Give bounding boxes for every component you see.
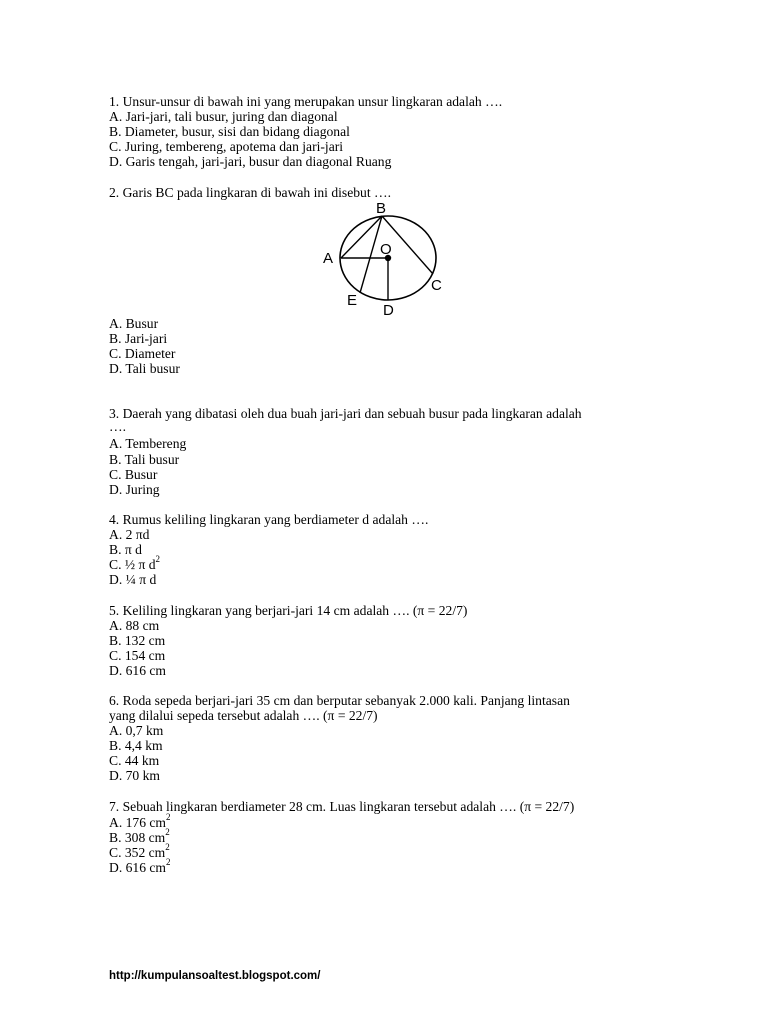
question-7-option-d bbox=[109, 857, 171, 875]
question-3-stem: 3. Daerah yang dibatasi oleh dua buah jari-jari dan sebuah busur pada lingkaran adalah bbox=[109, 406, 582, 421]
question-2-option-b: B. Jari-jari bbox=[109, 331, 168, 346]
exponent: 2 bbox=[165, 842, 170, 853]
question-4-option-c-text: C. ½ π d bbox=[109, 557, 156, 572]
question-3-option-a: A. Tembereng bbox=[109, 436, 187, 451]
question-2-option-d: D. Tali busur bbox=[109, 361, 180, 376]
question-7-option-c bbox=[109, 842, 170, 860]
question-5-stem: 5. Keliling lingkaran yang berjari-jari 14 cm adalah …. (π = 22/7) bbox=[109, 603, 468, 618]
question-6-option-c: C. 44 km bbox=[109, 753, 160, 768]
question-4-option-c bbox=[109, 554, 161, 572]
question-6-option-b: B. 4,4 km bbox=[109, 738, 163, 753]
question-2-stem: 2. Garis BC pada lingkaran di bawah ini disebut …. bbox=[109, 185, 392, 200]
question-6-option-a: A. 0,7 km bbox=[109, 723, 164, 738]
question-1-option-a: A. Jari-jari, tali busur, juring dan diagonal bbox=[109, 109, 338, 124]
question-3-stem-cont: …. bbox=[109, 419, 126, 434]
exponent: 2 bbox=[166, 857, 171, 868]
question-5-option-a: A. 88 cm bbox=[109, 618, 160, 633]
label-o: O bbox=[380, 241, 392, 258]
question-4-option-a: A. 2 πd bbox=[109, 527, 150, 542]
question-4-stem: 4. Rumus keliling lingkaran yang berdiameter d adalah …. bbox=[109, 512, 429, 527]
question-1-option-b: B. Diameter, busur, sisi dan bidang diagonal bbox=[109, 124, 350, 139]
question-6-stem: 6. Roda sepeda berjari-jari 35 cm dan berputar sebanyak 2.000 kali. Panjang lintasan bbox=[109, 693, 570, 708]
option-text: A. 176 cm bbox=[109, 815, 167, 830]
question-6-option-d: D. 70 km bbox=[109, 768, 160, 783]
question-3-option-d: D. Juring bbox=[109, 482, 160, 497]
option-text: D. 616 cm bbox=[109, 860, 167, 875]
option-text: B. 308 cm bbox=[109, 830, 166, 845]
question-4-option-b: B. π d bbox=[109, 542, 142, 557]
question-2-option-a: A. Busur bbox=[109, 316, 159, 331]
question-3-option-b: B. Tali busur bbox=[109, 452, 180, 467]
label-e: E bbox=[347, 292, 358, 309]
question-7-option-b bbox=[109, 827, 170, 845]
question-7-option-a bbox=[109, 812, 171, 830]
question-1-option-d: D. Garis tengah, jari-jari, busur dan diagonal Ruang bbox=[109, 154, 392, 169]
circle-diagram bbox=[318, 197, 458, 322]
label-b: B bbox=[376, 200, 387, 217]
label-a: A bbox=[323, 250, 334, 267]
question-5-option-d: D. 616 cm bbox=[109, 663, 167, 678]
question-1-stem: 1. Unsur-unsur di bawah ini yang merupakan unsur lingkaran adalah …. bbox=[109, 94, 503, 109]
question-1-option-c: C. Juring, tembereng, apotema dan jari-jari bbox=[109, 139, 344, 154]
question-6-stem-cont: yang dilalui sepeda tersebut adalah …. (π = 22/7) bbox=[109, 708, 378, 723]
label-d: D bbox=[383, 302, 394, 319]
question-3-option-c: C. Busur bbox=[109, 467, 158, 482]
exponent: 2 bbox=[166, 812, 171, 823]
question-4-option-d: D. ¼ π d bbox=[109, 572, 157, 587]
footer-url[interactable]: http://kumpulansoaltest.blogspot.com/ bbox=[109, 970, 321, 982]
question-5-option-c: C. 154 cm bbox=[109, 648, 166, 663]
exponent: 2 bbox=[155, 554, 161, 565]
option-text: C. 352 cm bbox=[109, 845, 166, 860]
question-2-option-c: C. Diameter bbox=[109, 346, 176, 361]
question-7-stem: 7. Sebuah lingkaran berdiameter 28 cm. Luas lingkaran tersebut adalah …. (π = 22/7) bbox=[109, 799, 575, 814]
exponent: 2 bbox=[165, 827, 170, 838]
label-c: C bbox=[431, 277, 442, 294]
question-5-option-b: B. 132 cm bbox=[109, 633, 166, 648]
